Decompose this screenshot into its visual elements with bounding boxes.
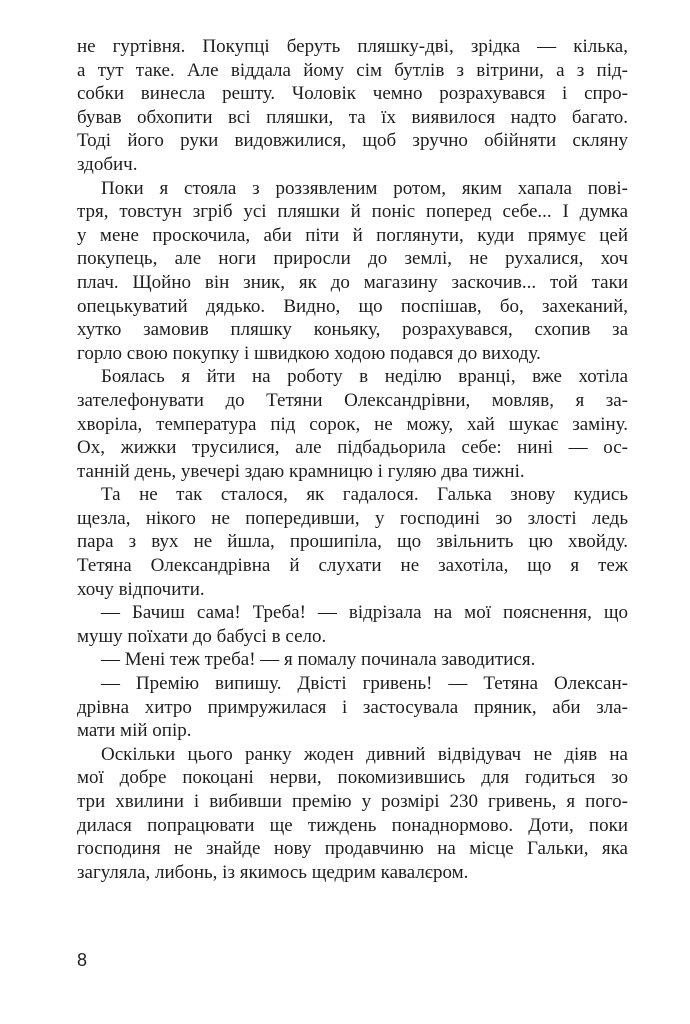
text-line: Оскільки цього ранку жоден дивний відвідувач не діяв на bbox=[101, 743, 628, 765]
text-line: загуляла, либонь, із якимось щедрим кавалєром. bbox=[77, 861, 469, 883]
text-line: покупець, але ноги приросли до землі, не рухалися, хоч bbox=[77, 248, 628, 270]
text-line: хочу відпочити. bbox=[77, 578, 205, 600]
text-line: танній день, увечері здаю крамницю і гуляю два тижні. bbox=[77, 460, 525, 482]
text-line: плач. Щойно він зник, як до магазину заскочив... той таки bbox=[77, 271, 628, 293]
text-line: не гуртівня. Покупці беруть пляшку-дві, зрідка — кілька, bbox=[77, 36, 628, 57]
paragraph bbox=[77, 35, 628, 177]
text-line: три хвилини і вибивши премію у розмірі 230 гривень, я пого- bbox=[77, 791, 628, 812]
text-line: Боялась я йти на роботу в неділю вранці, вже хотіла bbox=[101, 366, 628, 388]
paragraph bbox=[77, 365, 628, 483]
text-line: тря, товстун згріб усі пляшки й поніс поперед себе... І думка bbox=[77, 201, 628, 223]
paragraph bbox=[77, 648, 628, 672]
paragraph bbox=[77, 672, 628, 743]
text-line: хворіла, температура під сорок, не можу, хай шукає заміну. bbox=[77, 413, 628, 435]
text-line: Тетяна Олександрівна й слухати не захотіла, що я теж bbox=[77, 555, 628, 577]
text-line: Та не так сталося, як гадалося. Галька знову кудись bbox=[101, 484, 628, 506]
text-line: господиня не знайде нову продавчиню на місце Гальки, яка bbox=[77, 838, 628, 860]
text-line: Тоді його руки видовжилися, щоб зручно обійняти скляну bbox=[77, 130, 628, 152]
paragraph bbox=[77, 601, 628, 648]
paragraph bbox=[77, 177, 628, 366]
text-line: дилася попрацювати ще тиждень понаднормово. Доти, поки bbox=[77, 814, 628, 836]
text-line: горло свою покупку і швидкою ходою подався до виходу. bbox=[77, 342, 541, 364]
text-line: — Премію випишу. Двісті гривень! — Тетяна Олексан- bbox=[101, 673, 628, 695]
text-line: собки винесла решту. Чоловік чемно розрахувався і спро- bbox=[77, 83, 628, 105]
text-line: мої добре покоцані нерви, покомизившись для годиться зо bbox=[77, 767, 628, 789]
paragraph bbox=[77, 743, 628, 885]
text-line: у мене проскочила, аби піти й поглянути, куди прямує цей bbox=[77, 224, 628, 246]
text-line: щезла, нікого не попередивши, у господині зо злості ледь bbox=[77, 507, 628, 529]
text-line: а тут таке. Але віддала йому сім бутлів з вітрини, а з під- bbox=[77, 59, 628, 81]
text-line: здобич. bbox=[77, 153, 138, 175]
text-line: Ох, жижки трусилися, але підбадьорила себе: нині — ос- bbox=[77, 437, 628, 459]
text-line: пара з вух не йшла, прошипіла, що звільнить цю хвойду. bbox=[77, 531, 628, 553]
text-line: — Мені теж треба! — я помалу починала заводитися. bbox=[101, 649, 536, 671]
text-line: хутко замовив пляшку коньяку, розрахувався, схопив за bbox=[77, 319, 628, 341]
text-line: мати мій опір. bbox=[77, 720, 192, 742]
text-line: мушу поїхати до бабусі в село. bbox=[77, 625, 327, 647]
text-line: зателефонувати до Тетяни Олександрівни, мовляв, я за- bbox=[77, 389, 628, 411]
text-line: опецькуватий дядько. Видно, що поспішав, бо, захеканий, bbox=[77, 295, 628, 317]
text-line: — Бачиш сама! Треба! — відрізала на мої пояснення, що bbox=[101, 602, 628, 624]
body-text bbox=[77, 35, 628, 884]
paragraph bbox=[77, 483, 628, 601]
page-number: 8 bbox=[77, 950, 88, 970]
text-line: дрівна хитро примружилася і застосувала пряник, аби зла- bbox=[77, 696, 628, 718]
text-line: бував обхопити всі пляшки, та їх виявилося надто багато. bbox=[77, 106, 628, 128]
text-line: Поки я стояла з роззявленим ротом, яким хапала пові- bbox=[101, 177, 628, 199]
